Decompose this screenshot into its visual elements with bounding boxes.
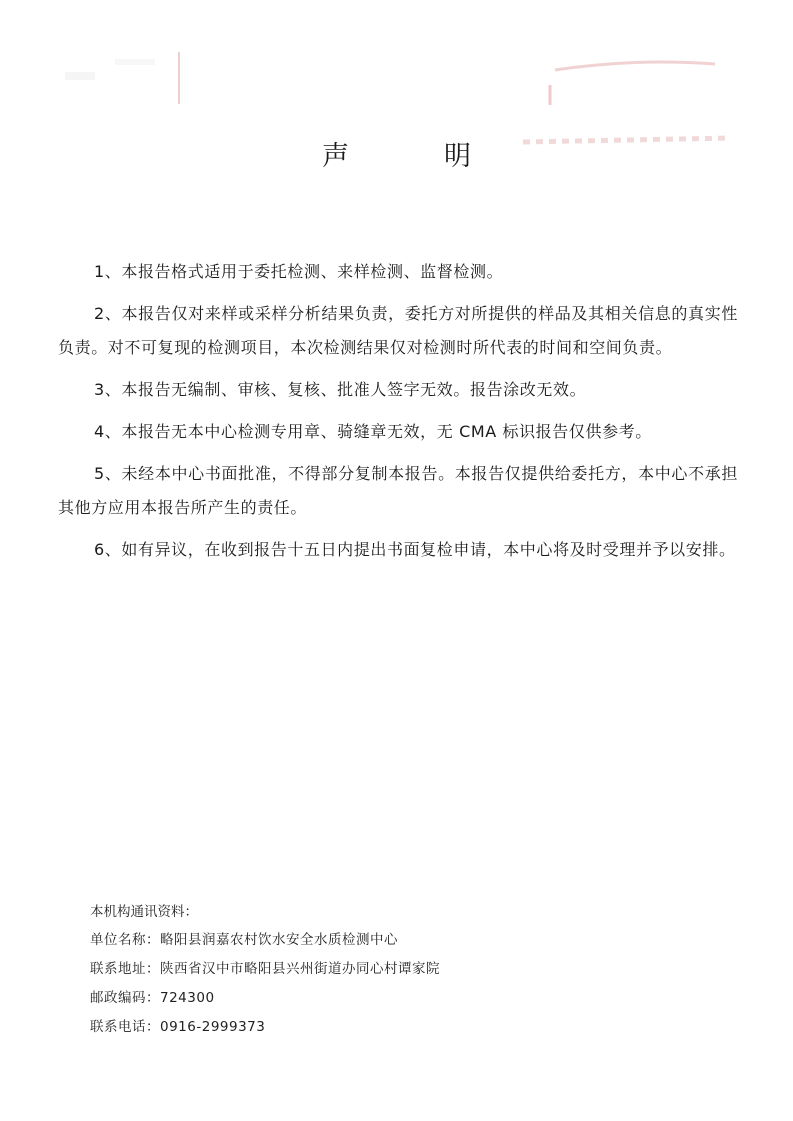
clause-3: 3、本报告无编制、审核、复核、批准人签字无效。报告涂改无效。 [94,380,587,399]
contact-postcode: 邮政编码：724300 [90,990,215,1006]
scan-mark-left [55,42,190,112]
contact-info [90,902,710,1042]
contact-unit-name: 单位名称：略阳县润嘉农村饮水安全水质检测中心 [90,932,398,948]
contact-phone: 联系电话：0916-2999373 [90,1019,266,1035]
statement-clauses [58,255,738,575]
clause-2: 2、本报告仅对来样或采样分析结果负责，委托方对所提供的样品及其相关信息的真实性负责。对不可复现的检测项目，本次检测结果仅对检测时所代表的时间和空间负责。 [58,304,738,357]
contact-address: 联系地址：陕西省汉中市略阳县兴州街道办同心村谭家院 [90,961,440,977]
contact-heading: 本机构通讯资料： [90,904,198,920]
clause-4: 4、本报告无本中心检测专用章、骑缝章无效，无 CMA 标识报告仅供参考。 [94,422,652,441]
clause-1: 1、本报告格式适用于委托检测、来样检测、监督检测。 [94,262,504,281]
page-title: 声 明 [322,141,505,172]
clause-6: 6、如有异议，在收到报告十五日内提出书面复检申请，本中心将及时受理并予以安排。 [94,540,736,559]
clause-5: 5、未经本中心书面批准，不得部分复制本报告。本报告仅提供给委托方，本中心不承担其他方应用本报告所产生的责任。 [58,464,738,517]
